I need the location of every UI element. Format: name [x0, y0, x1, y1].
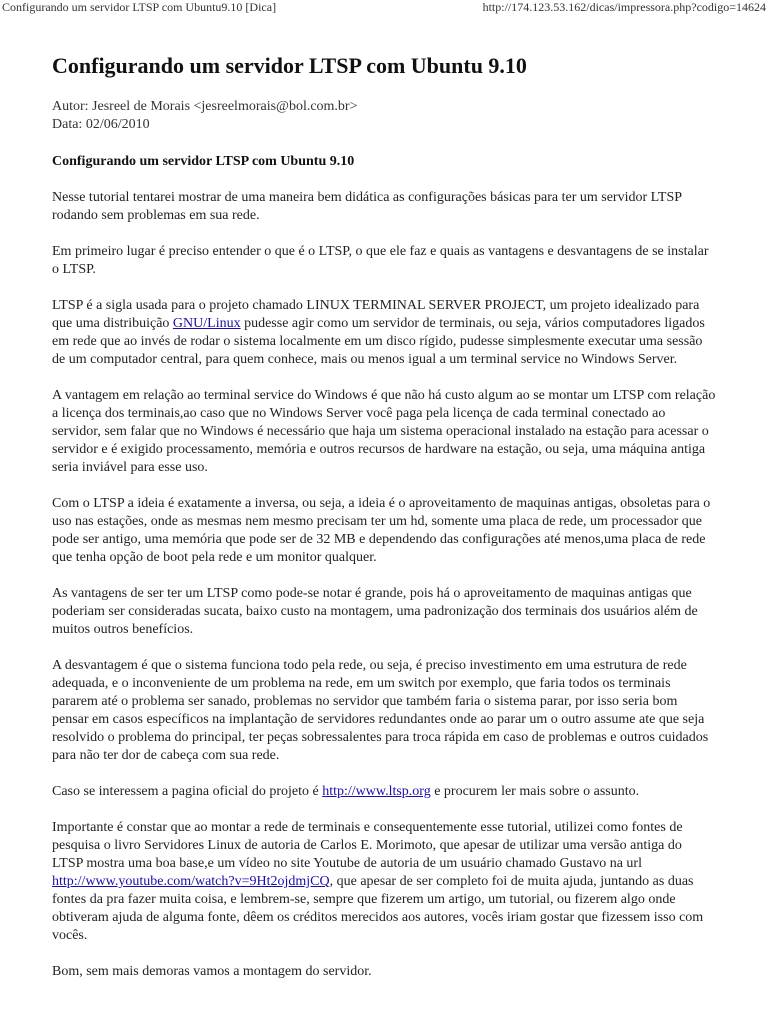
- paragraph-definition: [52, 297, 716, 369]
- paragraph-advantages: As vantagens de ser ter um LTSP como pode-se notar é grande, pois há o aproveitamento de maquinas antigas que poderiam ser consideradas sucata, baixo custo na montagem, uma padronização dos terminais dos usuários além de muitos outros benefícios.: [52, 586, 698, 637]
- paragraph-closing: Bom, sem mais demoras vamos a montagem do servidor.: [52, 964, 372, 979]
- paragraph-text: pudesse agir como um servidor de terminais, ou seja, vários computadores ligados em rede que ao invés de rodar o sistema localmente em um disco rígido, pudesse simplesmente executar uma sessão de um computador central, para quem conhece, mais ou menos igual a um terminal service no Windows Server.: [52, 316, 705, 367]
- gnu-linux-link[interactable]: GNU/Linux: [172, 316, 241, 331]
- paragraph-intro: Nesse tutorial tentarei mostrar de uma maneira bem didática as configurações básicas para ter um servidor LTSP rodando sem problemas em sua rede.: [52, 190, 682, 223]
- paragraph-official-page: [52, 783, 716, 801]
- paragraph-advantage-windows: A vantagem em relação ao terminal service do Windows é que não há custo algum ao se montar um LTSP com relação a licença dos terminais,ao caso que no Windows Server você paga pela licença de cada terminal conectado ao servidor, sem falar que no Windows é necessário que haja um sistema operacional instalado na estação para acessar o servidor e é exigido processamento, memória e outros recursos de hardware na estação, ou seja, uma máquina antiga seria inviável para esse uso.: [52, 388, 716, 475]
- print-header: [0, 0, 768, 16]
- page-title: Configurando um servidor LTSP com Ubuntu 9.10: [52, 53, 527, 78]
- paragraph-old-machines: Com o LTSP a ideia é exatamente a inversa, ou seja, a ideia é o aproveitamento de maquinas antigas, obsoletas para o uso nas estações, onde as mesmas nem mesmo precisam ter um hd, somente uma placa de rede, um processador que pode ser antigo, uma memória que pode ser de 32 MB e dependendo das configurações até menos,uma placa de rede que tenha opção de boot pela rede e um monitor qualquer.: [52, 496, 711, 565]
- paragraph-text: LTSP é a sigla usada para o projeto chamado LINUX TERMINAL SERVER PROJECT, um projeto idealizado para que uma distribuição: [52, 298, 700, 331]
- article-subtitle: Configurando um servidor LTSP com Ubuntu 9.10: [52, 154, 355, 169]
- date-line: Data: 02/06/2010: [52, 117, 150, 132]
- paragraph-what-is: Em primeiro lugar é preciso entender o que é o LTSP, o que ele faz e quais as vantagens e desvantagens de se instalar o LTSP.: [52, 244, 709, 277]
- ltsp-org-link[interactable]: http://www.ltsp.org: [322, 784, 431, 799]
- print-header-title: Configurando um servidor LTSP com Ubuntu9.10 [Dica]: [2, 0, 277, 14]
- paragraph-sources: [52, 819, 716, 945]
- article: [52, 52, 716, 981]
- paragraph-disadvantages: A desvantagem é que o sistema funciona todo pela rede, ou seja, é preciso investimento em uma estrutura de rede adequada, e o inconveniente de um problema na rede, em um switch por exemplo, que faria todos os terminais pararem até o problema ser sanado, problemas no servidor que também faria o sistema parar, por isso seria bom pensar em casos específicos na implantação de servidores redundantes onde ao parar um o outro assume ate que seja resolvido o problema do principal, ter peças sobressalentes para troca rápida em caso de problemas e outros cuidados para não ter dor de cabeça com sua rede.: [52, 658, 709, 763]
- paragraph-text: Importante é constar que ao montar a rede de terminais e consequentemente esse tutorial, utilizei como fontes de pesquisa o livro Servidores Linux de autoria de Carlos E. Morimoto, que apesar de utilizar uma versão antiga do LTSP mostra uma boa base,e um vídeo no site Youtube de autoria de um usuário chamado Gustavo na url: [52, 820, 683, 871]
- paragraph-text: Caso se interessem a pagina oficial do projeto é: [52, 784, 323, 799]
- article-meta: [52, 98, 716, 134]
- paragraph-text: e procurem ler mais sobre o assunto.: [430, 784, 640, 799]
- youtube-video-link[interactable]: http://www.youtube.com/watch?v=9Ht2ojdmjCQ: [52, 874, 330, 889]
- paragraph-text: , que apesar de ser completo foi de muita ajuda, juntando as duas fontes da pra fazer muita coisa, e lembrem-se, sempre que fizerem um artigo, um tutorial, ou fizerem algo onde obtiveram ajuda de alguma fonte, dêem os créditos merecidos aos autores, vocês iriam gostar que fizessem isso com vocês.: [52, 874, 704, 943]
- author-line: Autor: Jesreel de Morais <jesreelmorais@bol.com.br>: [52, 99, 358, 114]
- print-header-url: http://174.123.53.162/dicas/impressora.php?codigo=14624: [482, 0, 766, 14]
